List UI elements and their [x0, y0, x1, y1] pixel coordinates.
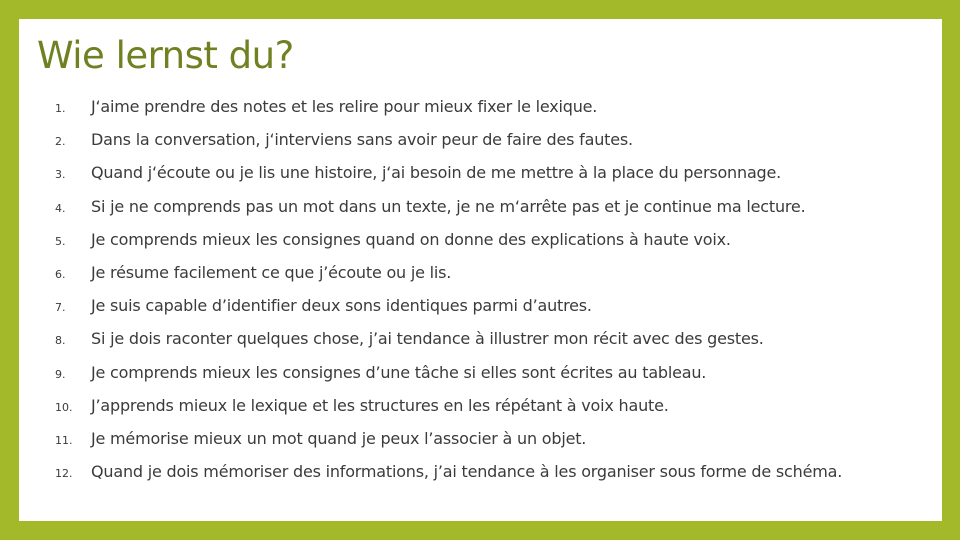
list-item-text: Je comprends mieux les consignes quand on donne des explications à haute voix. — [91, 229, 731, 249]
list-item-number: 5. — [55, 234, 66, 248]
list-item-number: 8. — [55, 334, 66, 348]
list-item — [19, 290, 942, 323]
list-item-text: Dans la conversation, j‘interviens sans avoir peur de faire des fautes. — [91, 130, 633, 150]
slide-title: Wie lernst du? — [37, 34, 294, 77]
list-item-text: Je résume facilement ce que j’écoute ou je lis. — [91, 262, 452, 282]
list-item — [19, 390, 942, 423]
list-item-number: 3. — [55, 168, 66, 182]
list-item-number: 7. — [55, 301, 66, 315]
list-item-text: Si je dois raconter quelques chose, j’ai tendance à illustrer mon récit avec des gestes. — [91, 329, 764, 349]
list-item-number: 1. — [55, 102, 66, 115]
list-item-number: 12. — [55, 467, 73, 481]
list-item-number: 2. — [55, 135, 66, 149]
list-item-number: 9. — [55, 367, 66, 381]
list-item-text: Je suis capable d’identifier deux sons identiques parmi d’autres. — [91, 296, 592, 316]
list-item — [19, 257, 942, 290]
list-item — [19, 191, 942, 224]
list-item — [19, 423, 942, 456]
list-item-text: Si je ne comprends pas un mot dans un texte, je ne m‘arrête pas et je continue ma lecture. — [91, 196, 806, 216]
list-item — [19, 323, 942, 356]
list-item-text: Je comprends mieux les consignes d’une tâche si elles sont écrites au tableau. — [91, 362, 707, 382]
list-item-number: 11. — [55, 433, 73, 447]
list-item-text: Je mémorise mieux un mot quand je peux l’associer à un objet. — [91, 428, 587, 448]
list-item — [19, 357, 942, 390]
list-item — [19, 224, 942, 257]
slide — [19, 19, 942, 521]
list-item — [19, 124, 942, 157]
list-item — [19, 456, 942, 489]
list-item — [19, 157, 942, 190]
list-item-text: Quand j‘écoute ou je lis une histoire, j‘ai besoin de me mettre à la place du personnage. — [91, 163, 782, 183]
list-item-number: 10. — [55, 400, 73, 414]
list-item-text: J’apprends mieux le lexique et les structures en les répétant à voix haute. — [91, 395, 669, 415]
list-item-text: J‘aime prendre des notes et les relire pour mieux fixer le lexique. — [91, 97, 598, 116]
list-item — [19, 91, 942, 124]
list-item-number: 4. — [55, 201, 66, 215]
list-item-number: 6. — [55, 267, 66, 281]
list-item-text: Quand je dois mémoriser des informations, j’ai tendance à les organiser sous forme de schéma. — [91, 462, 843, 482]
numbered-list — [19, 91, 942, 489]
